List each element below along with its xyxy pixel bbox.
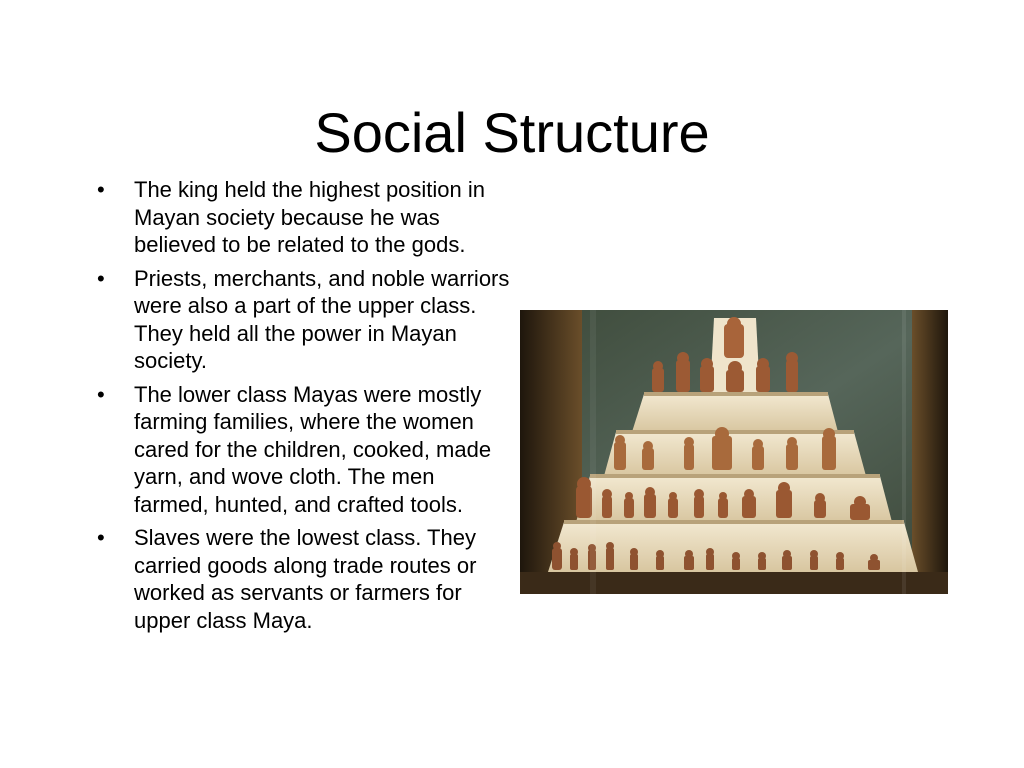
bullet-item — [94, 524, 514, 634]
bullet-text: The lower class Mayas were mostly farming families, where the women cared for the children, cooked, made yarn, and wove cloth. The men farmed, hunted, and crafted tools. — [134, 381, 492, 517]
bullet-list — [94, 176, 514, 640]
bullet-icon: • — [97, 525, 105, 550]
bullet-item — [94, 265, 514, 375]
bullet-text: Slaves were the lowest class. They carried goods along trade routes or worked as servants or farmers for upper class Maya. — [134, 525, 477, 633]
bullet-text: The king held the highest position in Mayan society because he was believed to be related to the gods. — [134, 177, 486, 257]
bullet-icon: • — [97, 177, 105, 202]
bullet-item — [94, 381, 514, 519]
bullet-icon: • — [97, 265, 105, 291]
slide-title: Social Structure — [314, 101, 710, 164]
bullet-icon: • — [97, 381, 105, 407]
bullet-text: Priests, merchants, and noble warriors were also a part of the upper class. They held all the power in Mayan society. — [134, 265, 510, 373]
bullet-item — [94, 176, 514, 259]
maya-figurines-photo — [520, 310, 948, 594]
